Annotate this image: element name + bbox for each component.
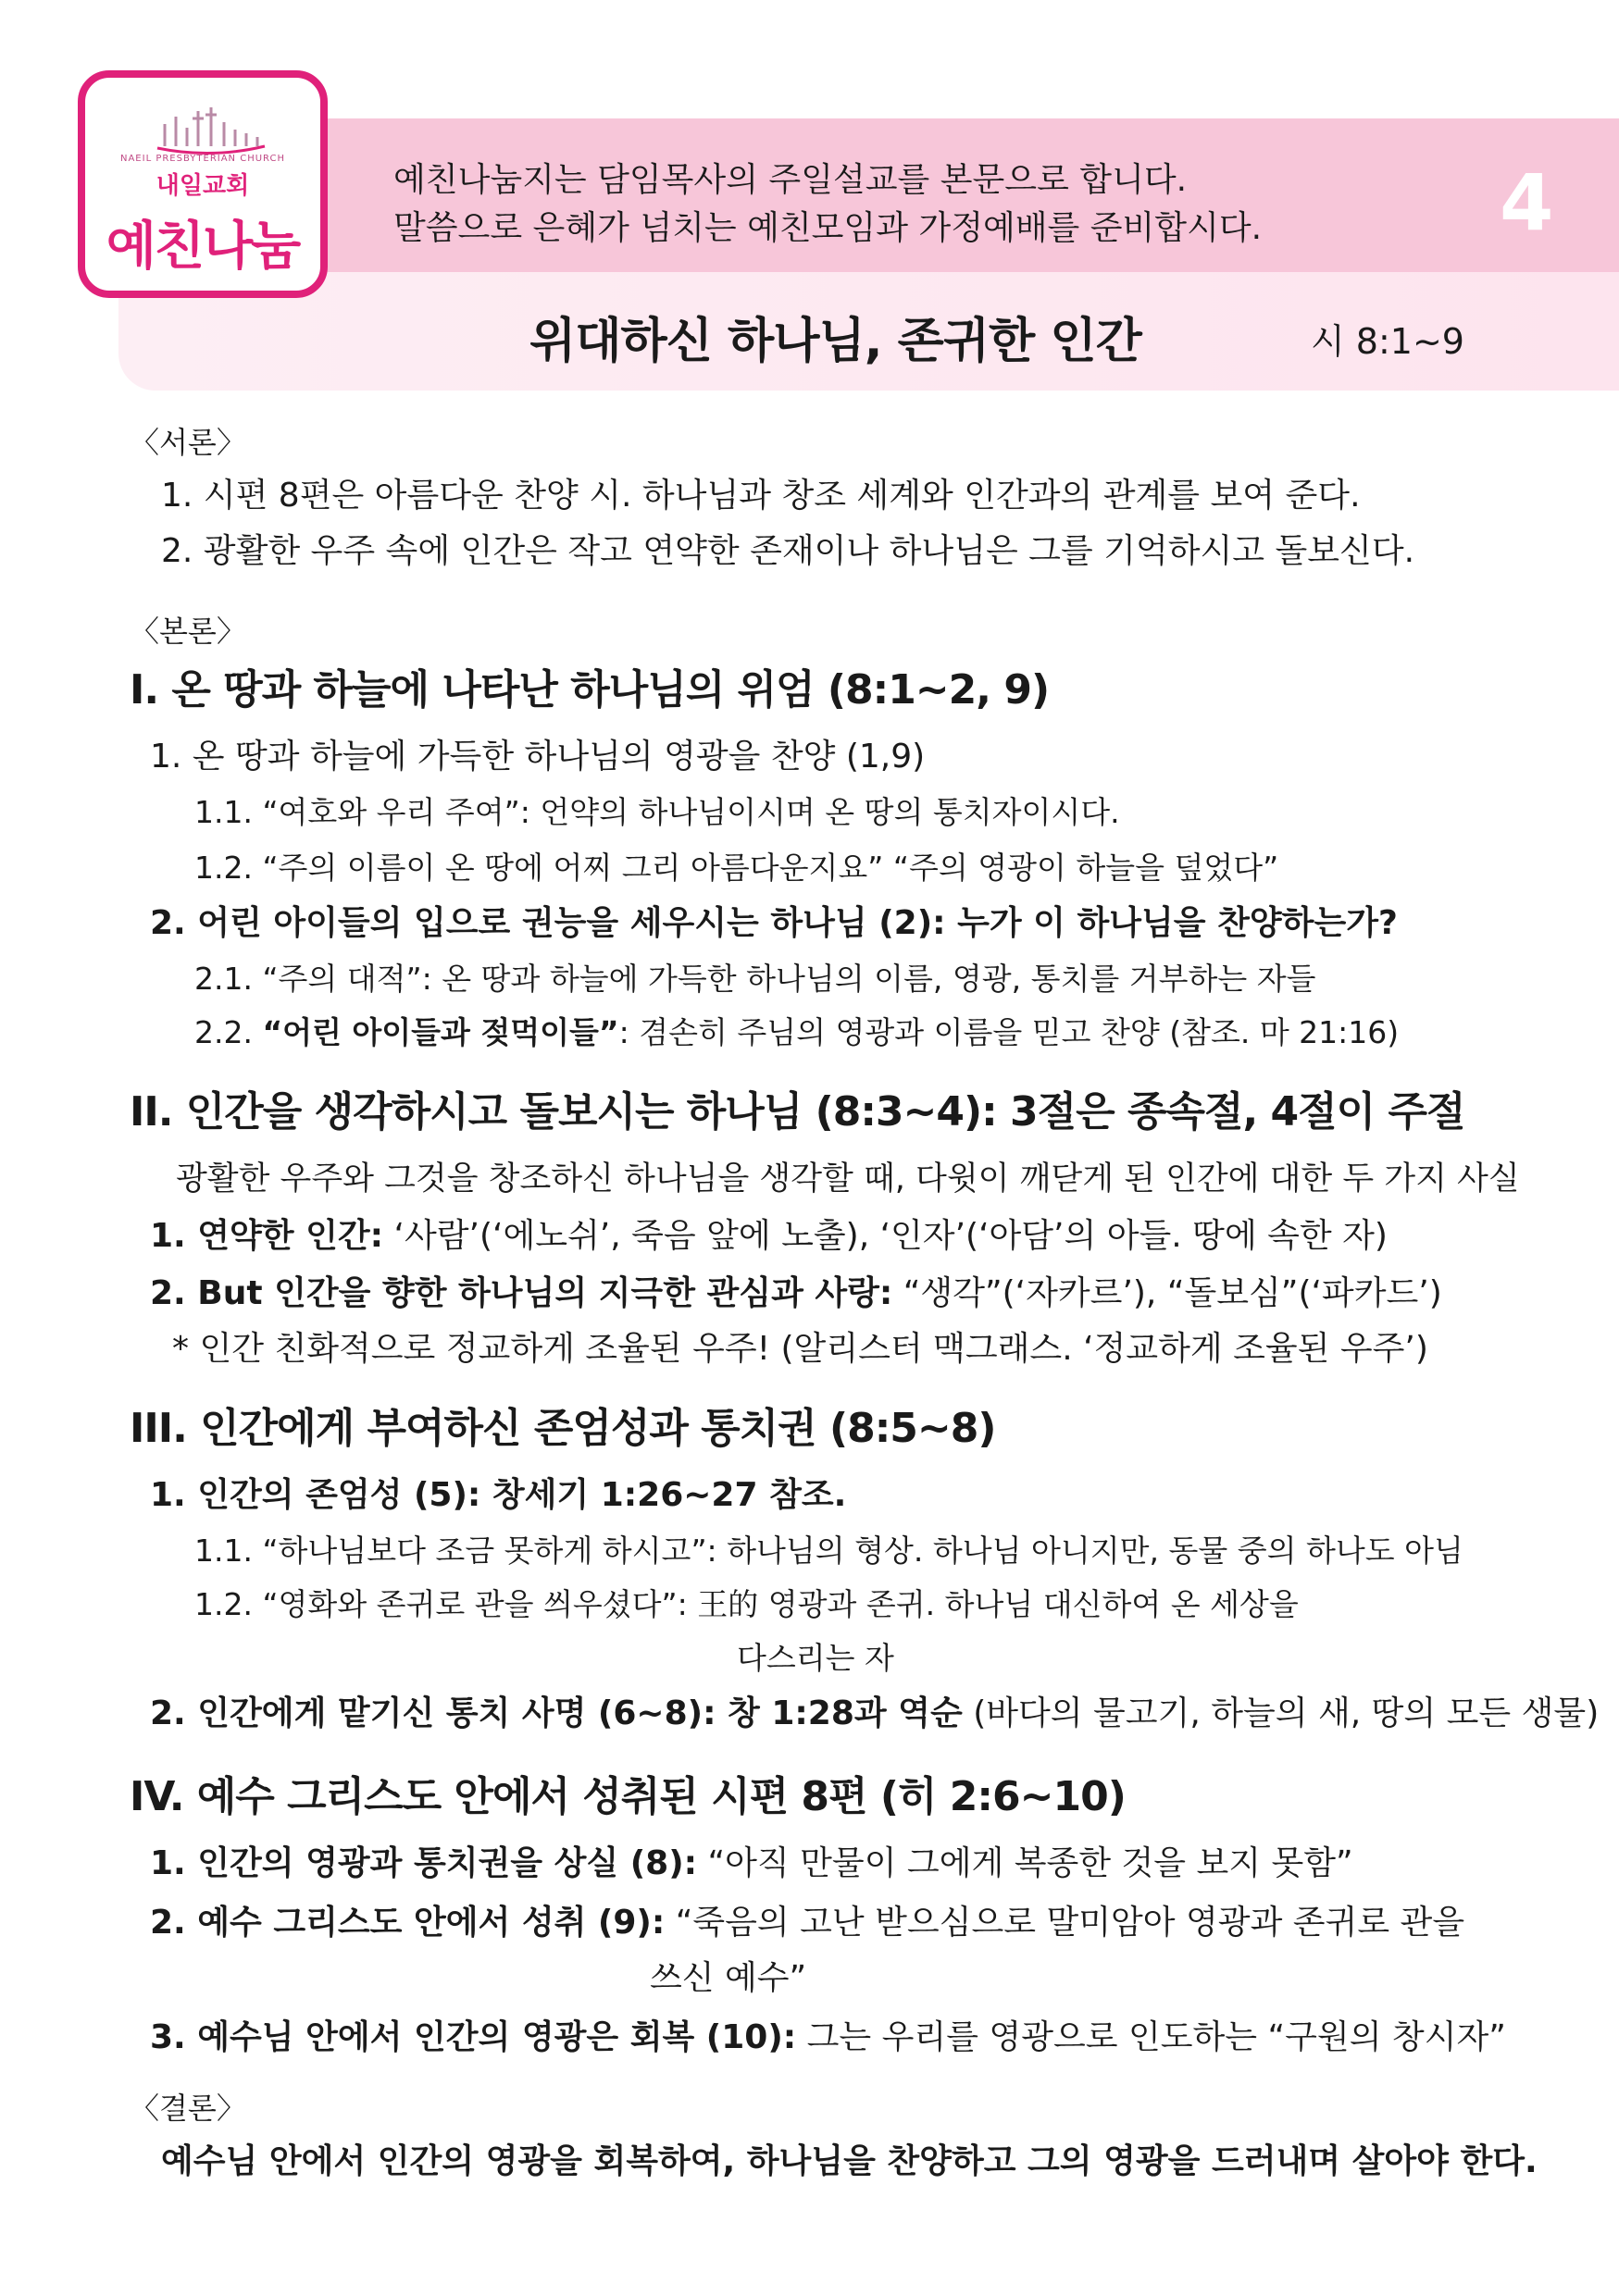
intro-item-2: 2. 광활한 우주 속에 인간은 작고 연약한 존재이나 하나님은 그를 기억하시고 돌보신다.: [161, 532, 1415, 570]
section-1-point-1-1: 1.1. “여호와 우리 주여”: 언약의 하나님이시며 온 땅의 통치자이시다.: [194, 794, 1120, 830]
section-3-point-1-1: 1.1. “하나님보다 조금 못하게 하시고”: 하나님의 형상. 하나님 아니지만, 동물 중의 하나도 아님: [194, 1533, 1463, 1569]
point-explanation: : 겸손히 주님의 영광과 이름을 믿고 찬양 (참조. 마 21:16): [618, 1014, 1400, 1050]
logo-church-name: 내일교회: [156, 172, 250, 200]
section-4-heading: IV. 예수 그리스도 안에서 성취된 시편 8편 (히 2:6~10): [130, 1773, 1126, 1820]
point-key-phrase: 1. 인간의 영광과 통치권을 상실 (8):: [150, 1844, 698, 1882]
section-3-heading: III. 인간에게 부여하신 존엄성과 통치권 (8:5~8): [130, 1405, 996, 1452]
section-4-point-1: [150, 1843, 1353, 1884]
scripture-reference: 시 8:1~9: [1311, 321, 1464, 362]
section-2-point-1: [150, 1216, 1388, 1257]
section-3-point-1: 1. 인간의 존엄성 (5): 창세기 1:26~27 참조.: [150, 1476, 847, 1514]
conclusion-text: 예수님 안에서 인간의 영광을 회복하여, 하나님을 찬양하고 그의 영광을 드러내며 살아야 한다.: [161, 2142, 1538, 2180]
intro-label: 〈서론〉: [130, 425, 246, 460]
point-key-phrase: “어린 아이들과 젖먹이들”: [262, 1014, 619, 1050]
body-label: 〈본론〉: [130, 614, 246, 649]
section-3-point-1-2: 1.2. “영화와 존귀로 관을 씌우셨다”: 王的 영광과 존귀. 하나님 대신하여 온 세상을: [194, 1586, 1299, 1622]
section-2-heading: II. 인간을 생각하시고 돌보시는 하나님 (8:3~4): 3절은 종속절, 4절이 주절: [130, 1088, 1465, 1136]
section-4-point-2: [150, 1903, 1464, 1943]
point-key-phrase: 1. 연약한 인간:: [150, 1217, 384, 1255]
section-1-point-1-2: 1.2. “주의 이름이 온 땅에 어찌 그리 아름다운지요” “주의 영광이 하늘을 덮었다”: [194, 850, 1279, 886]
point-number: 2.2.: [194, 1014, 263, 1050]
point-explanation: “아직 만물이 그에게 복종한 것을 보지 못함”: [697, 1844, 1353, 1882]
point-explanation: (바다의 물고기, 하늘의 새, 땅의 모든 생물): [962, 1694, 1600, 1732]
logo-subtitle: NAEIL PRESBYTERIAN CHURCH: [119, 154, 285, 164]
church-skyline-icon: [156, 105, 267, 155]
section-2-note: * 인간 친화적으로 정교하게 조율된 우주! (알리스터 맥그래스. ‘정교하게 조율된 우주’): [172, 1330, 1428, 1368]
point-explanation: 그는 우리를 영광으로 인도하는 “구원의 창시자”: [796, 2018, 1506, 2056]
section-4-point-3: [150, 2017, 1506, 2058]
section-1-point-2-1: 2.1. “주의 대적”: 온 땅과 하늘에 가득한 하나님의 이름, 영광, 통치를 거부하는 자들: [194, 961, 1316, 997]
point-key-phrase: 2. 예수 그리스도 안에서 성취 (9):: [150, 1904, 666, 1942]
section-3-point-1-2-cont: 다스리는 자: [737, 1640, 894, 1676]
point-explanation: ‘사람’(‘에노쉬’, 죽음 앞에 노출), ‘인자’(‘아담’의 아들. 땅에 속한 자): [383, 1217, 1388, 1255]
sermon-title: 위대하신 하나님, 존귀한 인간: [529, 314, 1141, 369]
logo-publication-name: 예친나눔: [106, 217, 300, 277]
intro-item-1: 1. 시편 8편은 아름다운 찬양 시. 하나님과 창조 세계와 인간과의 관계를 보여 준다.: [161, 477, 1361, 515]
section-3-point-2: [150, 1694, 1599, 1734]
conclusion-label: 〈결론〉: [130, 2091, 246, 2126]
section-1-point-1: 1. 온 땅과 하늘에 가득한 하나님의 영광을 찬양 (1,9): [150, 738, 926, 776]
section-2-lead: 광활한 우주와 그것을 창조하신 하나님을 생각할 때, 다윗이 깨닫게 된 인간에 대한 두 가지 사실: [176, 1160, 1520, 1198]
point-explanation: “생각”(‘자카르’), “돌보심”(‘파카드’): [892, 1274, 1442, 1312]
header-intro-line-2: 말씀으로 은혜가 넘치는 예친모임과 가정예배를 준비합시다.: [393, 209, 1263, 247]
point-key-phrase: 2. 인간에게 맡기신 통치 사명 (6~8): 창 1:28과 역순: [150, 1694, 963, 1732]
section-1-heading: I. 온 땅과 하늘에 나타난 하나님의 위엄 (8:1~2, 9): [130, 666, 1050, 714]
section-4-point-2-cont: 쓰신 예수”: [650, 1959, 807, 1997]
point-key-phrase: 2. But 인간을 향한 하나님의 지극한 관심과 사랑:: [150, 1274, 893, 1312]
section-2-point-2: [150, 1273, 1442, 1314]
header-intro-line-1: 예친나눔지는 담임목사의 주일설교를 본문으로 합니다.: [393, 161, 1188, 199]
page-number: 4: [1500, 157, 1554, 248]
point-key-phrase: 3. 예수님 안에서 인간의 영광은 회복 (10):: [150, 2018, 797, 2056]
section-1-point-2: 2. 어린 아이들의 입으로 권능을 세우시는 하나님 (2): 누가 이 하나님을 찬양하는가?: [150, 904, 1398, 942]
section-1-point-2-2: [194, 1012, 1399, 1053]
point-explanation: “죽음의 고난 받으심으로 말미암아 영광과 존귀로 관을: [665, 1904, 1465, 1942]
church-logo: [78, 70, 328, 298]
